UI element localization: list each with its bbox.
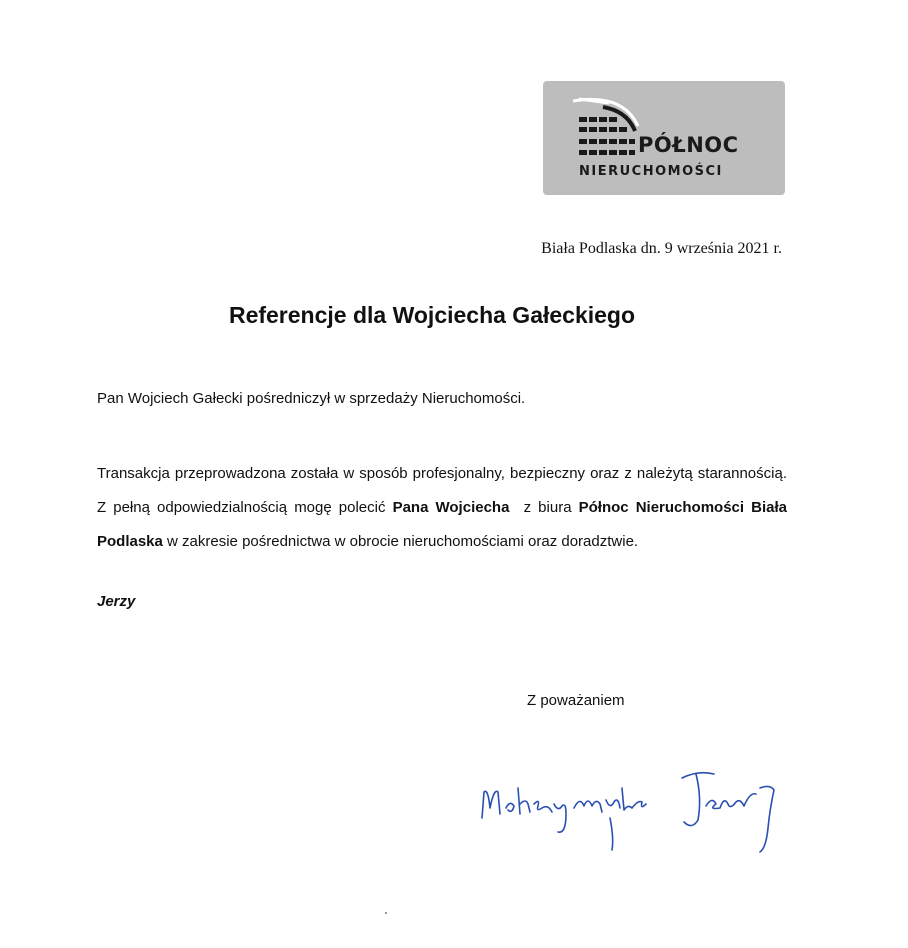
- page-title: Referencje dla Wojciecha Gałeckiego: [228, 302, 636, 328]
- logo-word-nieruchomosci: NIERUCHOMOŚCI: [579, 164, 723, 179]
- paragraph-body-text-3: w zakresie pośrednictwa w obrocie nieruchomościami oraz doradztwie.: [162, 533, 639, 550]
- date-line: Biała Podlaska dn. 9 września 2021 r.: [541, 240, 782, 257]
- paragraph-body-text-1: Transakcja przeprowadzona została w sposób profesjonalny, bezpieczny oraz z należytą starannością. Z pełną odpowiedzialnością mogę polecić: [97, 465, 787, 516]
- paragraph-body: [97, 457, 787, 559]
- signoff-name: Jerzy: [97, 593, 136, 610]
- paragraph-body-bold-1: Pana Wojciecha: [392, 499, 510, 516]
- handwritten-signature: [470, 748, 810, 858]
- logo-word-polnoc: PÓŁNOC: [638, 133, 739, 157]
- paragraph-intro: Pan Wojciech Gałecki pośredniczył w sprzedaży Nieruchomości.: [97, 390, 526, 407]
- scan-speck: [385, 912, 387, 914]
- closing-text: Z poważaniem: [527, 692, 625, 709]
- company-logo: [543, 81, 785, 195]
- paragraph-body-text-2: z biura: [509, 499, 579, 516]
- paragraph-body-bold-2: Północ Nieruchomości Biała Podlaska: [97, 499, 788, 550]
